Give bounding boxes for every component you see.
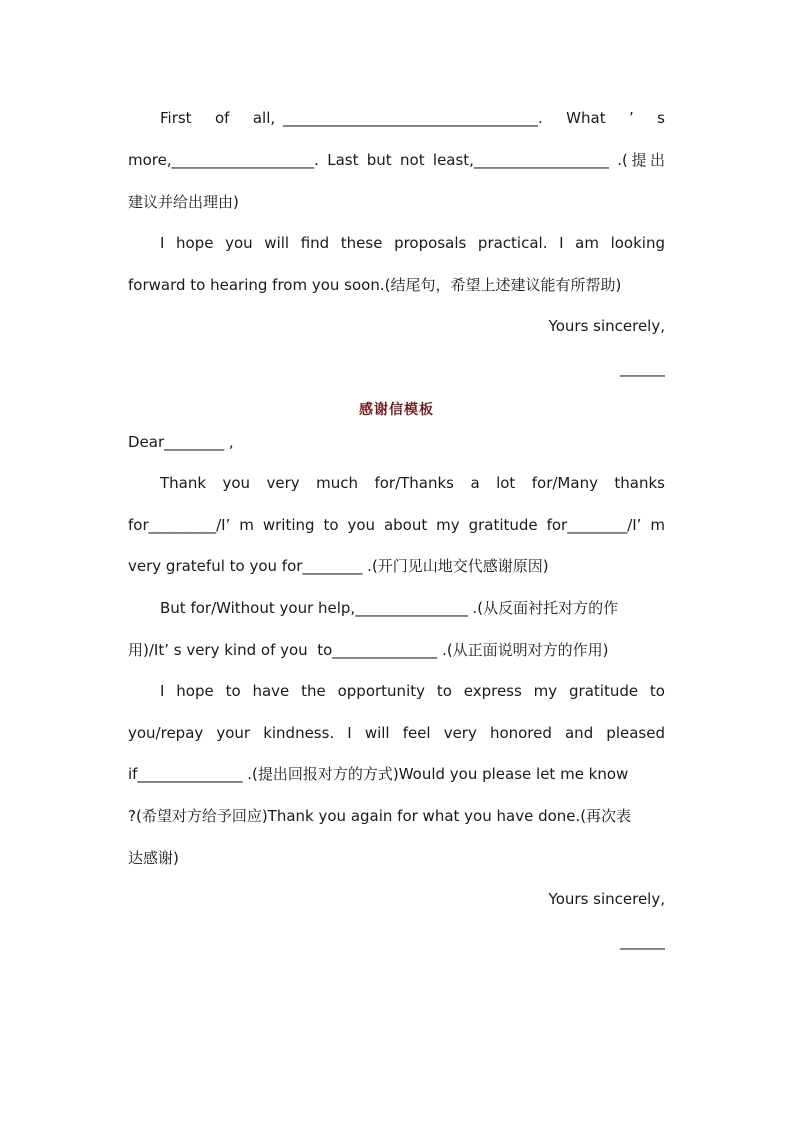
greeting-line: Dear________ , bbox=[128, 433, 234, 451]
paragraph-line: more,___________________. Last but not least,__________________ .(提出 bbox=[128, 151, 665, 169]
paragraph-line: I hope to have the opportunity to express my gratitude to bbox=[160, 682, 665, 700]
paragraph-line: 达感谢) bbox=[128, 849, 179, 867]
signature-blank: ______ bbox=[620, 359, 665, 377]
paragraph-line: forward to hearing from you soon.(结尾句，希望上述建议能有所帮助) bbox=[128, 276, 622, 294]
paragraph-line: very grateful to you for________ .(开门见山地交代感谢原因) bbox=[128, 557, 549, 575]
paragraph-line: I hope you will find these proposals practical. I am looking bbox=[160, 234, 665, 252]
closing-text: Yours sincerely, bbox=[548, 890, 665, 908]
paragraph-line: for_________/I’ m writing to you about my gratitude for________/I’ m bbox=[128, 516, 665, 534]
paragraph-line: First of all, __________________________________. What ’ s bbox=[160, 109, 665, 127]
paragraph-line: you/repay your kindness. I will feel very honored and pleased bbox=[128, 724, 665, 742]
paragraph-line: if______________ .(提出回报对方的方式)Would you please let me know bbox=[128, 765, 629, 783]
section-title: 感谢信模板 bbox=[359, 402, 434, 418]
paragraph-line: But for/Without your help,_______________ .(从反面衬托对方的作 bbox=[160, 599, 619, 617]
paragraph-line: 建议并给出理由) bbox=[128, 193, 239, 211]
paragraph-line: Thank you very much for/Thanks a lot for/Many thanks bbox=[160, 474, 665, 492]
paragraph-line: 用)/It’ s very kind of you to______________ .(从正面说明对方的作用) bbox=[128, 641, 609, 659]
paragraph-line: ?(希望对方给予回应)Thank you again for what you have done.(再次表 bbox=[128, 807, 632, 825]
signature-blank: ______ bbox=[620, 932, 665, 950]
closing-text: Yours sincerely, bbox=[548, 317, 665, 335]
